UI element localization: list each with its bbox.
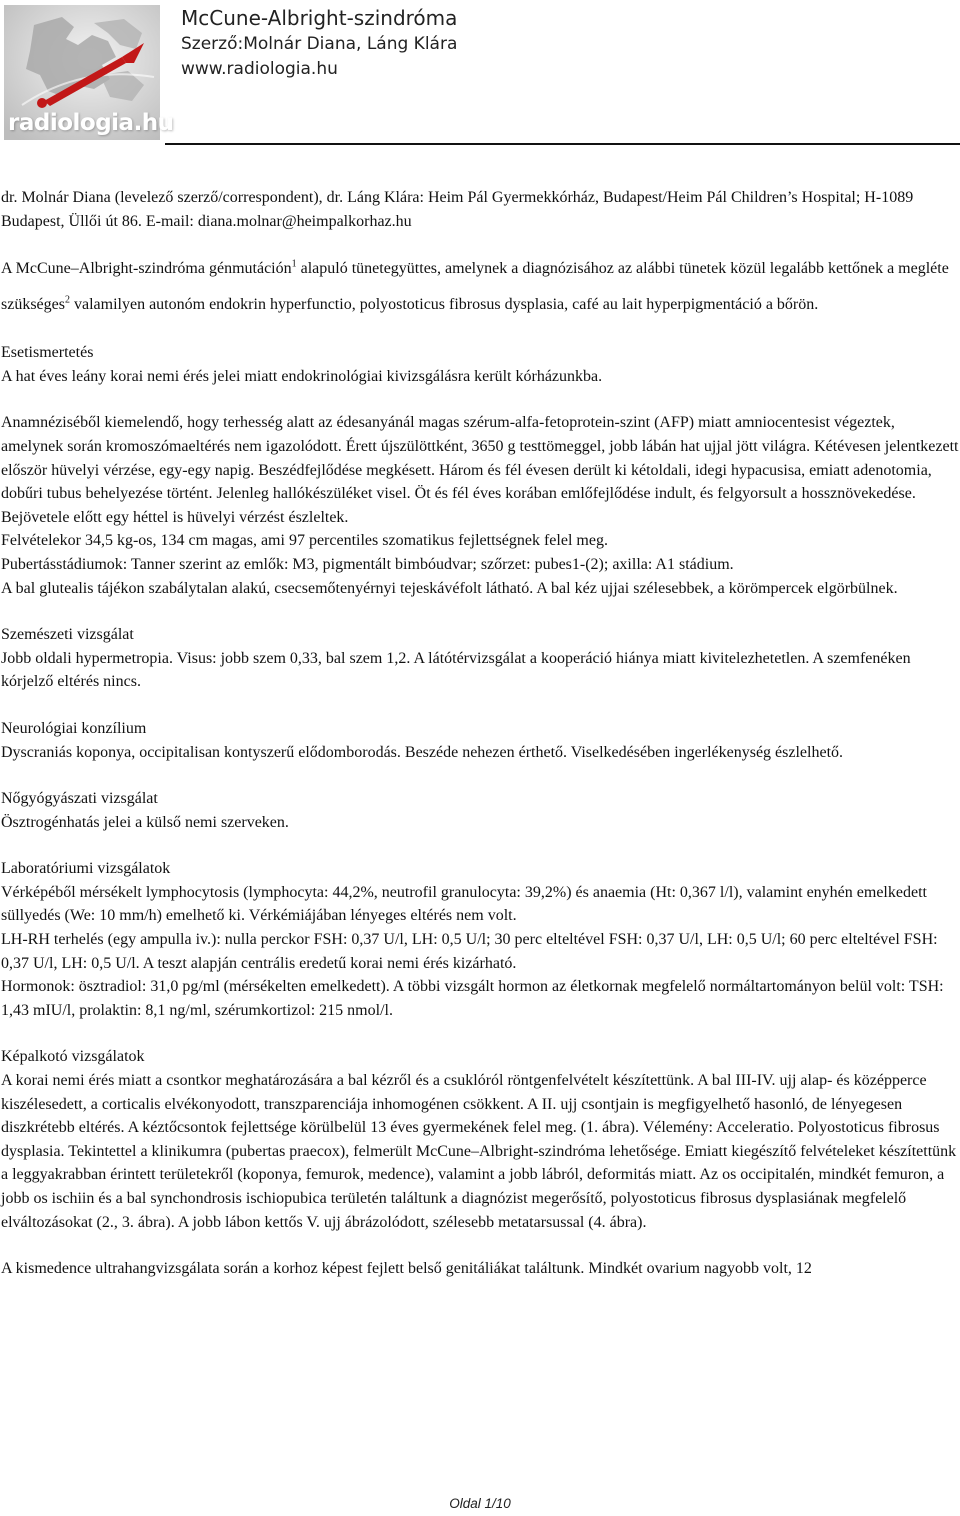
- logo-text: radiologia.hu: [8, 110, 174, 136]
- imaging-text: A korai nemi érés miatt a csontkor meghatározására a bal kézről és a csuklóról röntgenfelvételt készítettünk. A bal III-IV. ujj alap- és középperce kiszélesedett, a corticalis elvékonyodott, transzparenciája inhomogénen csökkent. A II. ujj csontjain is megfigyelhető hasonló, de lényegesen diszkrétebb eltérés. A kéztőcsontok fejlettsége körülbelül 13 éves gyermekének felel meg. (1. ábra). Vélemény: Acceleratio. Polyostoticus fibrosus dysplasia. Tekintettel a klinikumra (pubertas praecox), felmerült McCune–Albright-szindróma lehetősége. Emiatt kiegészítő felvételeket készítettünk a leggyakrabban érintett területekről (koponya, femurok, medence), valamint a jobb lábról, deformitás miatt. Az os occipitalén, mindkét femuron, a jobb os ischiin és a bal synchondrosis ischiopubica területén találtunk a diagnózist megerősítő, polyostoticus fibrosus dysplasiának megfelelő elváltozásokat (2., 3. ábra). A jobb lábon kettős V. ujj ábrázolódott, szélesebb metatarsussal (4. ábra).: [1, 1072, 957, 1231]
- page-header: [0, 0, 960, 148]
- lab-heading: Laboratóriumi vizsgálatok: [1, 860, 171, 878]
- puberty-paragraph: Pubertásstádiumok: Tanner szerint az emlők: M3, pigmentált bimbóudvar; szőrzet: pubes1-(2); axilla: A1 stádium.: [1, 555, 734, 573]
- footnote-ref-1[interactable]: 1: [291, 258, 297, 270]
- gyn-heading: Nőgyógyászati vizsgálat: [1, 790, 158, 808]
- document-title: McCune-Albright-szindróma: [181, 6, 458, 30]
- gluteal-paragraph: A bal glutealis tájékon szabálytalan alakú, csecsemőtenyérnyi tejeskávéfolt látható. A bal kéz ujjai szélesebbek, a körömpercek elgörbülnek.: [1, 579, 898, 597]
- document-body: [1, 186, 959, 1281]
- case-text: A hat éves leány korai nemi érés jelei miatt endokrinológiai kivizsgálásra került kórházunkba.: [1, 367, 603, 385]
- affiliation: dr. Molnár Diana (levelező szerző/correspondent), dr. Láng Klára: Heim Pál Gyermekkórház, Budapest/Heim Pál Children’s Hospital; H-1089 Budapest, Üllői út 86. E-mail: diana.molnar@heimpalkorhaz.hu: [1, 189, 914, 230]
- document-authors: Szerző:Molnár Diana, Láng Klára: [181, 34, 458, 54]
- lab-text-hormones: Hormonok: ösztradiol: 31,0 pg/ml (mérsékelten emelkedett). A többi vizsgált hormon az életkornak megfelelő normáltartományon belül volt: TSH: 1,43 mIU/l, prolaktin: 8,1 ng/ml, szérumkortizol: 215 nmol/l.: [1, 978, 944, 1019]
- admission-paragraph: Felvételekor 34,5 kg-os, 134 cm magas, ami 97 percentiles szomatikus fejlettségnek felel meg.: [1, 532, 608, 550]
- eye-exam-heading: Szemészeti vizsgálat: [1, 626, 134, 644]
- footnote-ref-2[interactable]: 2: [64, 294, 70, 306]
- imaging-heading: Képalkotó vizsgálatok: [1, 1048, 145, 1066]
- header-divider: [165, 143, 960, 145]
- ultrasound-paragraph: A kismedence ultrahangvizsgálata során a korhoz képest fejlett belső genitáliákat találtunk. Mindkét ovarium nagyobb volt, 12: [1, 1260, 812, 1278]
- gyn-text: Ösztrogénhatás jelei a külső nemi szerveken.: [1, 813, 289, 831]
- case-heading: Esetismertetés: [1, 344, 94, 362]
- page-number: Oldal 1/10: [449, 1496, 511, 1511]
- eye-exam-text: Jobb oldali hypermetropia. Visus: jobb szem 0,33, bal szem 1,2. A látótérvizsgálat a kooperáció hiánya miatt kivitelezhetetlen. A szemfenéken kórjelző eltérés nincs.: [1, 649, 911, 691]
- radiologia-logo: [4, 5, 174, 140]
- intro-paragraph: [1, 251, 959, 323]
- neuro-heading: Neurológiai konzílium: [1, 719, 147, 737]
- intro-part-1: A McCune–Albright-szindróma génmutáción: [1, 260, 292, 278]
- neuro-text: Dyscraniás koponya, occipitalisan kontyszerű elődomborodás. Beszéde nehezen érthető. Viselkedésében ingerlékenység észlelhető.: [1, 743, 844, 761]
- site-link[interactable]: www.radiologia.hu: [181, 59, 338, 79]
- anamnesis-paragraph: Anamnéziséből kiemelendő, hogy terhesség alatt az édesanyánál magas szérum-alfa-fetoprotein-szint (AFP) miatt amniocentesist végeztek, amelynek során kromoszómaeltérés nem igazolódott. Érett újszülöttként, 3650 g testtömeggel, jobb lábán hat ujjal jött világra. Kétévesen jelentkezett először hüvelyi vérzése, egy-egy napig. Beszédfejlődése megkésett. Három és fél évesen derült ki kétoldali, idegi hypacusisa, emiatt adenotomia, dobűri tubus behelyezése történt. Jelenleg hallókészüléket visel. Öt és fél éves korában emlőfejlődése indult, és felgyorsult a hossznövekedése. Bejövetele előtt egy héttel is hüvelyi vérzést észleltek.: [1, 414, 959, 526]
- lab-text-blood: Vérképéből mérsékelt lymphocytosis (lymphocyta: 44,2%, neutrofil granulocyta: 39,2%) és anaemia (Ht: 0,367 l/l), valamint enyhén emelkedett süllyedés (We: 10 mm/h) emelhető ki. Vérkémiájában lényeges eltérés nem volt.: [1, 883, 927, 925]
- intro-part-2: alapuló tünetegyüttes, amelynek a diagnózisához az alábbi tünetek közül legalább kettőnek a megléte szükséges: [1, 260, 949, 314]
- lab-text-lhrh: LH-RH terhelés (egy ampulla iv.): nulla perckor FSH: 0,37 U/l, LH: 0,5 U/l; 30 perc elteltével FSH: 0,37 U/l, LH: 0,5 U/l; 60 perc elteltével FSH: 0,37 U/l, LH: 0,5 U/l. A teszt alapján centrális eredetű korai nemi érés kizárható.: [1, 931, 938, 972]
- header-text-block: [181, 4, 457, 82]
- intro-part-3: valamilyen autonóm endokrin hyperfunctio, polyostoticus fibrosus dysplasia, café au lait hyperpigmentáció a bőrön.: [69, 296, 819, 314]
